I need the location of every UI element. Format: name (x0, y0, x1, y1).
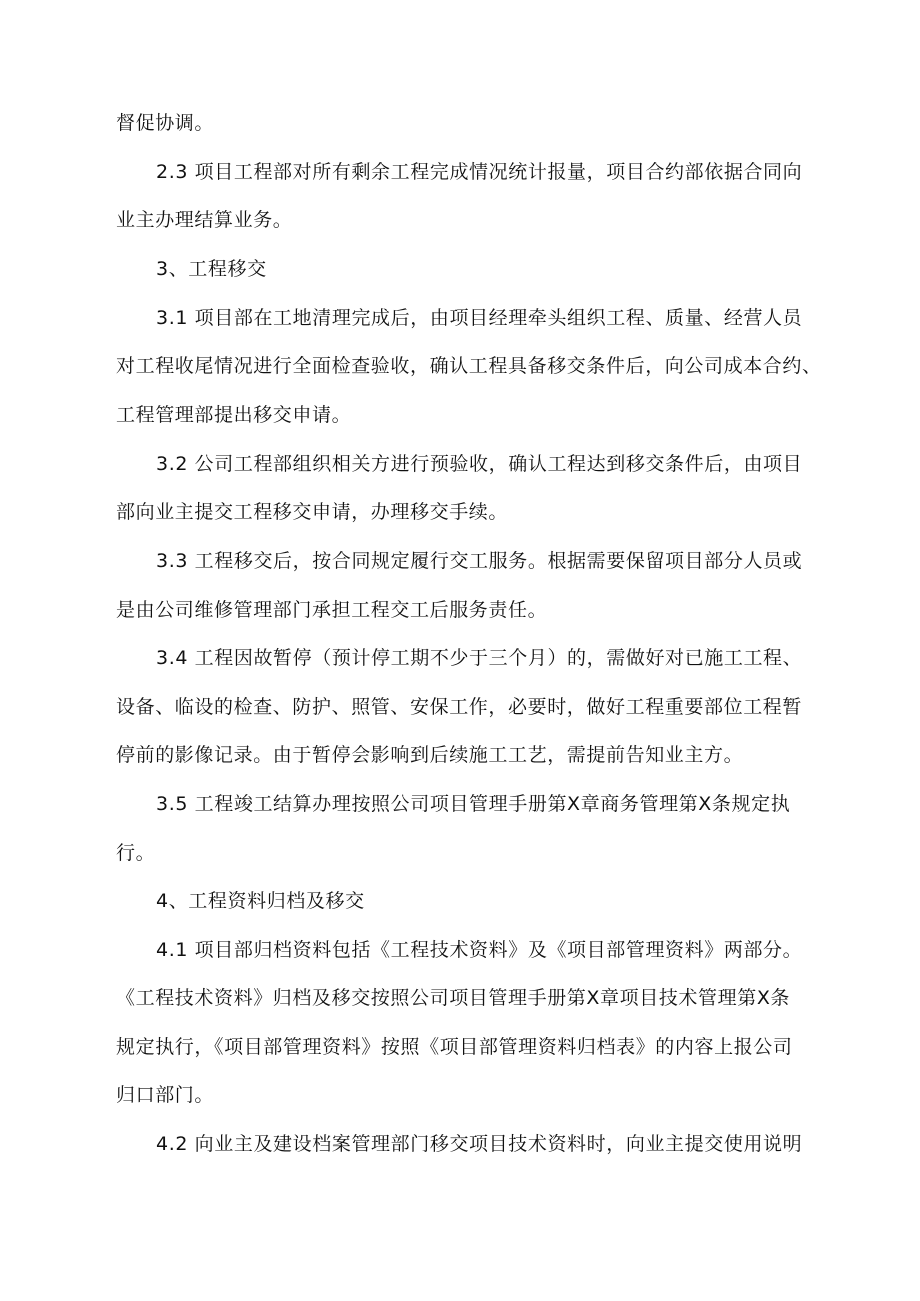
paragraph-line: 是由公司维修管理部门承担工程交工后服务责任。 (116, 599, 548, 621)
paragraph-line: 4.1 项目部归档资料包括《工程技术资料》及《项目部管理资料》两部分。 (156, 939, 803, 961)
paragraph-line: 停前的影像记录。由于暂停会影响到后续施工工艺，需提前告知业主方。 (116, 744, 744, 766)
paragraph-line: 规定执行，《项目部管理资料》按照《项目部管理资料归档表》的内容上报公司 (116, 1036, 793, 1058)
paragraph-line: 3.3 工程移交后，按合同规定履行交工服务。根据需要保留项目部分人员或 (156, 550, 803, 572)
paragraph-line: 工程管理部提出移交申请。 (116, 404, 352, 426)
paragraph-line: 3.1 项目部在工地清理完成后，由项目经理牵头组织工程、质量、经营人员 (156, 307, 803, 329)
section-heading: 3、工程移交 (156, 258, 267, 280)
paragraph-line: 3.5 工程竣工结算办理按照公司项目管理手册第X章商务管理第X条规定执 (156, 793, 791, 815)
paragraph-line: 设备、临设的检查、防护、照管、安保工作，必要时，做好工程重要部位工程暂 (116, 696, 803, 718)
paragraph-line: 《工程技术资料》归档及移交按照公司项目管理手册第X章项目技术管理第X条 (116, 987, 791, 1009)
paragraph-line: 部向业主提交工程移交申请，办理移交手续。 (116, 501, 509, 523)
paragraph-line: 督促协调。 (116, 112, 215, 134)
paragraph-line: 3.2 公司工程部组织相关方进行预验收，确认工程达到移交条件后，由项目 (156, 453, 803, 475)
paragraph-line: 业主办理结算业务。 (116, 209, 293, 231)
section-heading: 4、工程资料归档及移交 (156, 890, 365, 912)
paragraph-line: 4.2 向业主及建设档案管理部门移交项目技术资料时，向业主提交使用说明 (156, 1133, 803, 1155)
paragraph-line: 3.4 工程因故暂停（预计停工期不少于三个月）的，需做好对已施工工程、 (156, 647, 803, 669)
paragraph-line: 2.3 项目工程部对所有剩余工程完成情况统计报量，项目合约部依据合同向 (156, 161, 803, 183)
paragraph-line: 归口部门。 (116, 1084, 215, 1106)
paragraph-line: 对工程收尾情况进行全面检查验收，确认工程具备移交条件后，向公司成本合约、 (116, 355, 822, 377)
paragraph-line: 行。 (116, 842, 156, 864)
